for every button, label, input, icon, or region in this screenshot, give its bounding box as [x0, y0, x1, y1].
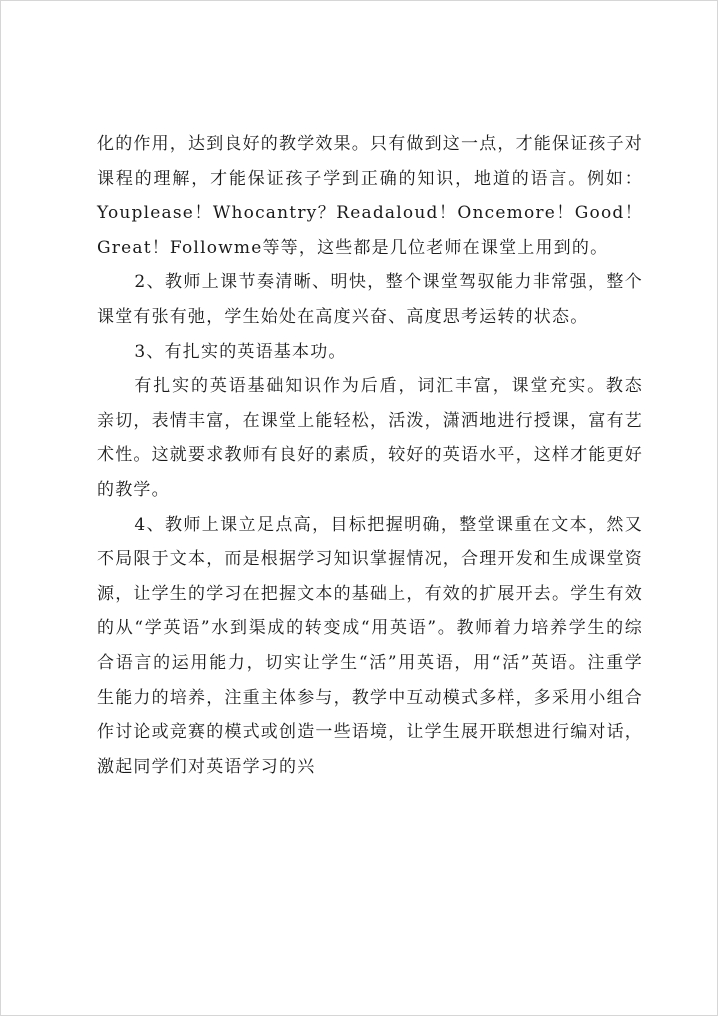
- paragraph-point-2: 2、教师上课节奏清晰、明快，整个课堂驾驭能力非常强，整个课堂有张有弛，学生始处在高度兴奋、高度思考运转的状态。: [97, 272, 643, 327]
- paragraph-point-4: 4、教师上课立足点高，目标把握明确，整堂课重在文本，然又不局限于文本，而是根据学习知识掌握情况，合理开发和生成课堂资源，让学生的学习在把握文本的基础上，有效的扩展开去。学生有效的从“学英语”水到渠成的转变成“用英语”。教师着力培养学生的综合语言的运用能力，切实让学生“活”用英语，用“活”英语。注重学生能力的培养，注重主体参与，教学中互动模式多样，多采用小组合作讨论或竞赛的模式或创造一些语境，让学生展开联想进行编对话，激起同学们对英语学习的兴: [97, 514, 643, 777]
- paragraph-continuation: 化的作用，达到良好的教学效果。只有做到这一点，才能保证孩子对课程的理解，才能保证孩子学到正确的知识，地道的语言。例如：Youplease！Whocantry？Readaloud！Oncemore！Good！Great！Followme等等，这些都是几位老师在课堂上用到的。: [97, 134, 643, 258]
- paragraph-point-3-body: 有扎实的英语基础知识作为后盾，词汇丰富，课堂充实。教态亲切，表情丰富，在课堂上能轻松，活泼，潇洒地进行授课，富有艺术性。这就要求教师有良好的素质，较好的英语水平，这样才能更好的教学。: [97, 376, 643, 500]
- document-body: [97, 127, 643, 784]
- paragraph-point-3-heading: 3、有扎实的英语基本功。: [134, 341, 347, 362]
